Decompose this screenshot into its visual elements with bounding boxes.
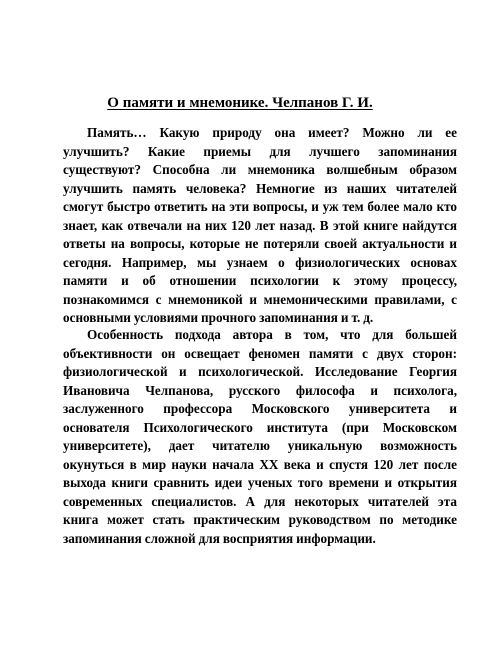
paragraph-2: Особенность подхода автора в том, что для большей объективности он освещает феномен памяти с двух сторон: физиологической и психологической. Исследование Георгия Ивановича Челпанова, русского философа и психолога, заслуженного профессора Московского университета и основателя Психологического института (при Московском университете), дает читателю уникальную возможность окунуться в мир науки начала XX века и спустя 120 лет после выхода книги сравнить идеи ученых того времени и открытия современных специалистов. А для некоторых читателей эта книга может стать практическим руководством по методике запоминания сложной для восприятия информации. bbox=[63, 327, 457, 546]
paragraph-1: Память… Какую природу она имеет? Можно ли ее улучшить? Какие приемы для лучшего запоминания существуют? Способна ли мнемоника волшебным образом улучшить память человека? Немногие из наших читателей смогут быстро ответить на эти вопросы, и уж тем более мало кто знает, как отвечали на них 120 лет назад. В этой книге найдутся ответы на вопросы, которые не потеряли своей актуальности и сегодня. Например, мы узнаем о физиологических основах памяти и об отношении психологии к этому процессу, познакомимся с мнемоникой и мнемоническими правилами, с основными условиями прочного запоминания и т. д. bbox=[63, 125, 457, 325]
document-title: О памяти и мнемонике. Челпанов Г. И. bbox=[107, 95, 373, 111]
